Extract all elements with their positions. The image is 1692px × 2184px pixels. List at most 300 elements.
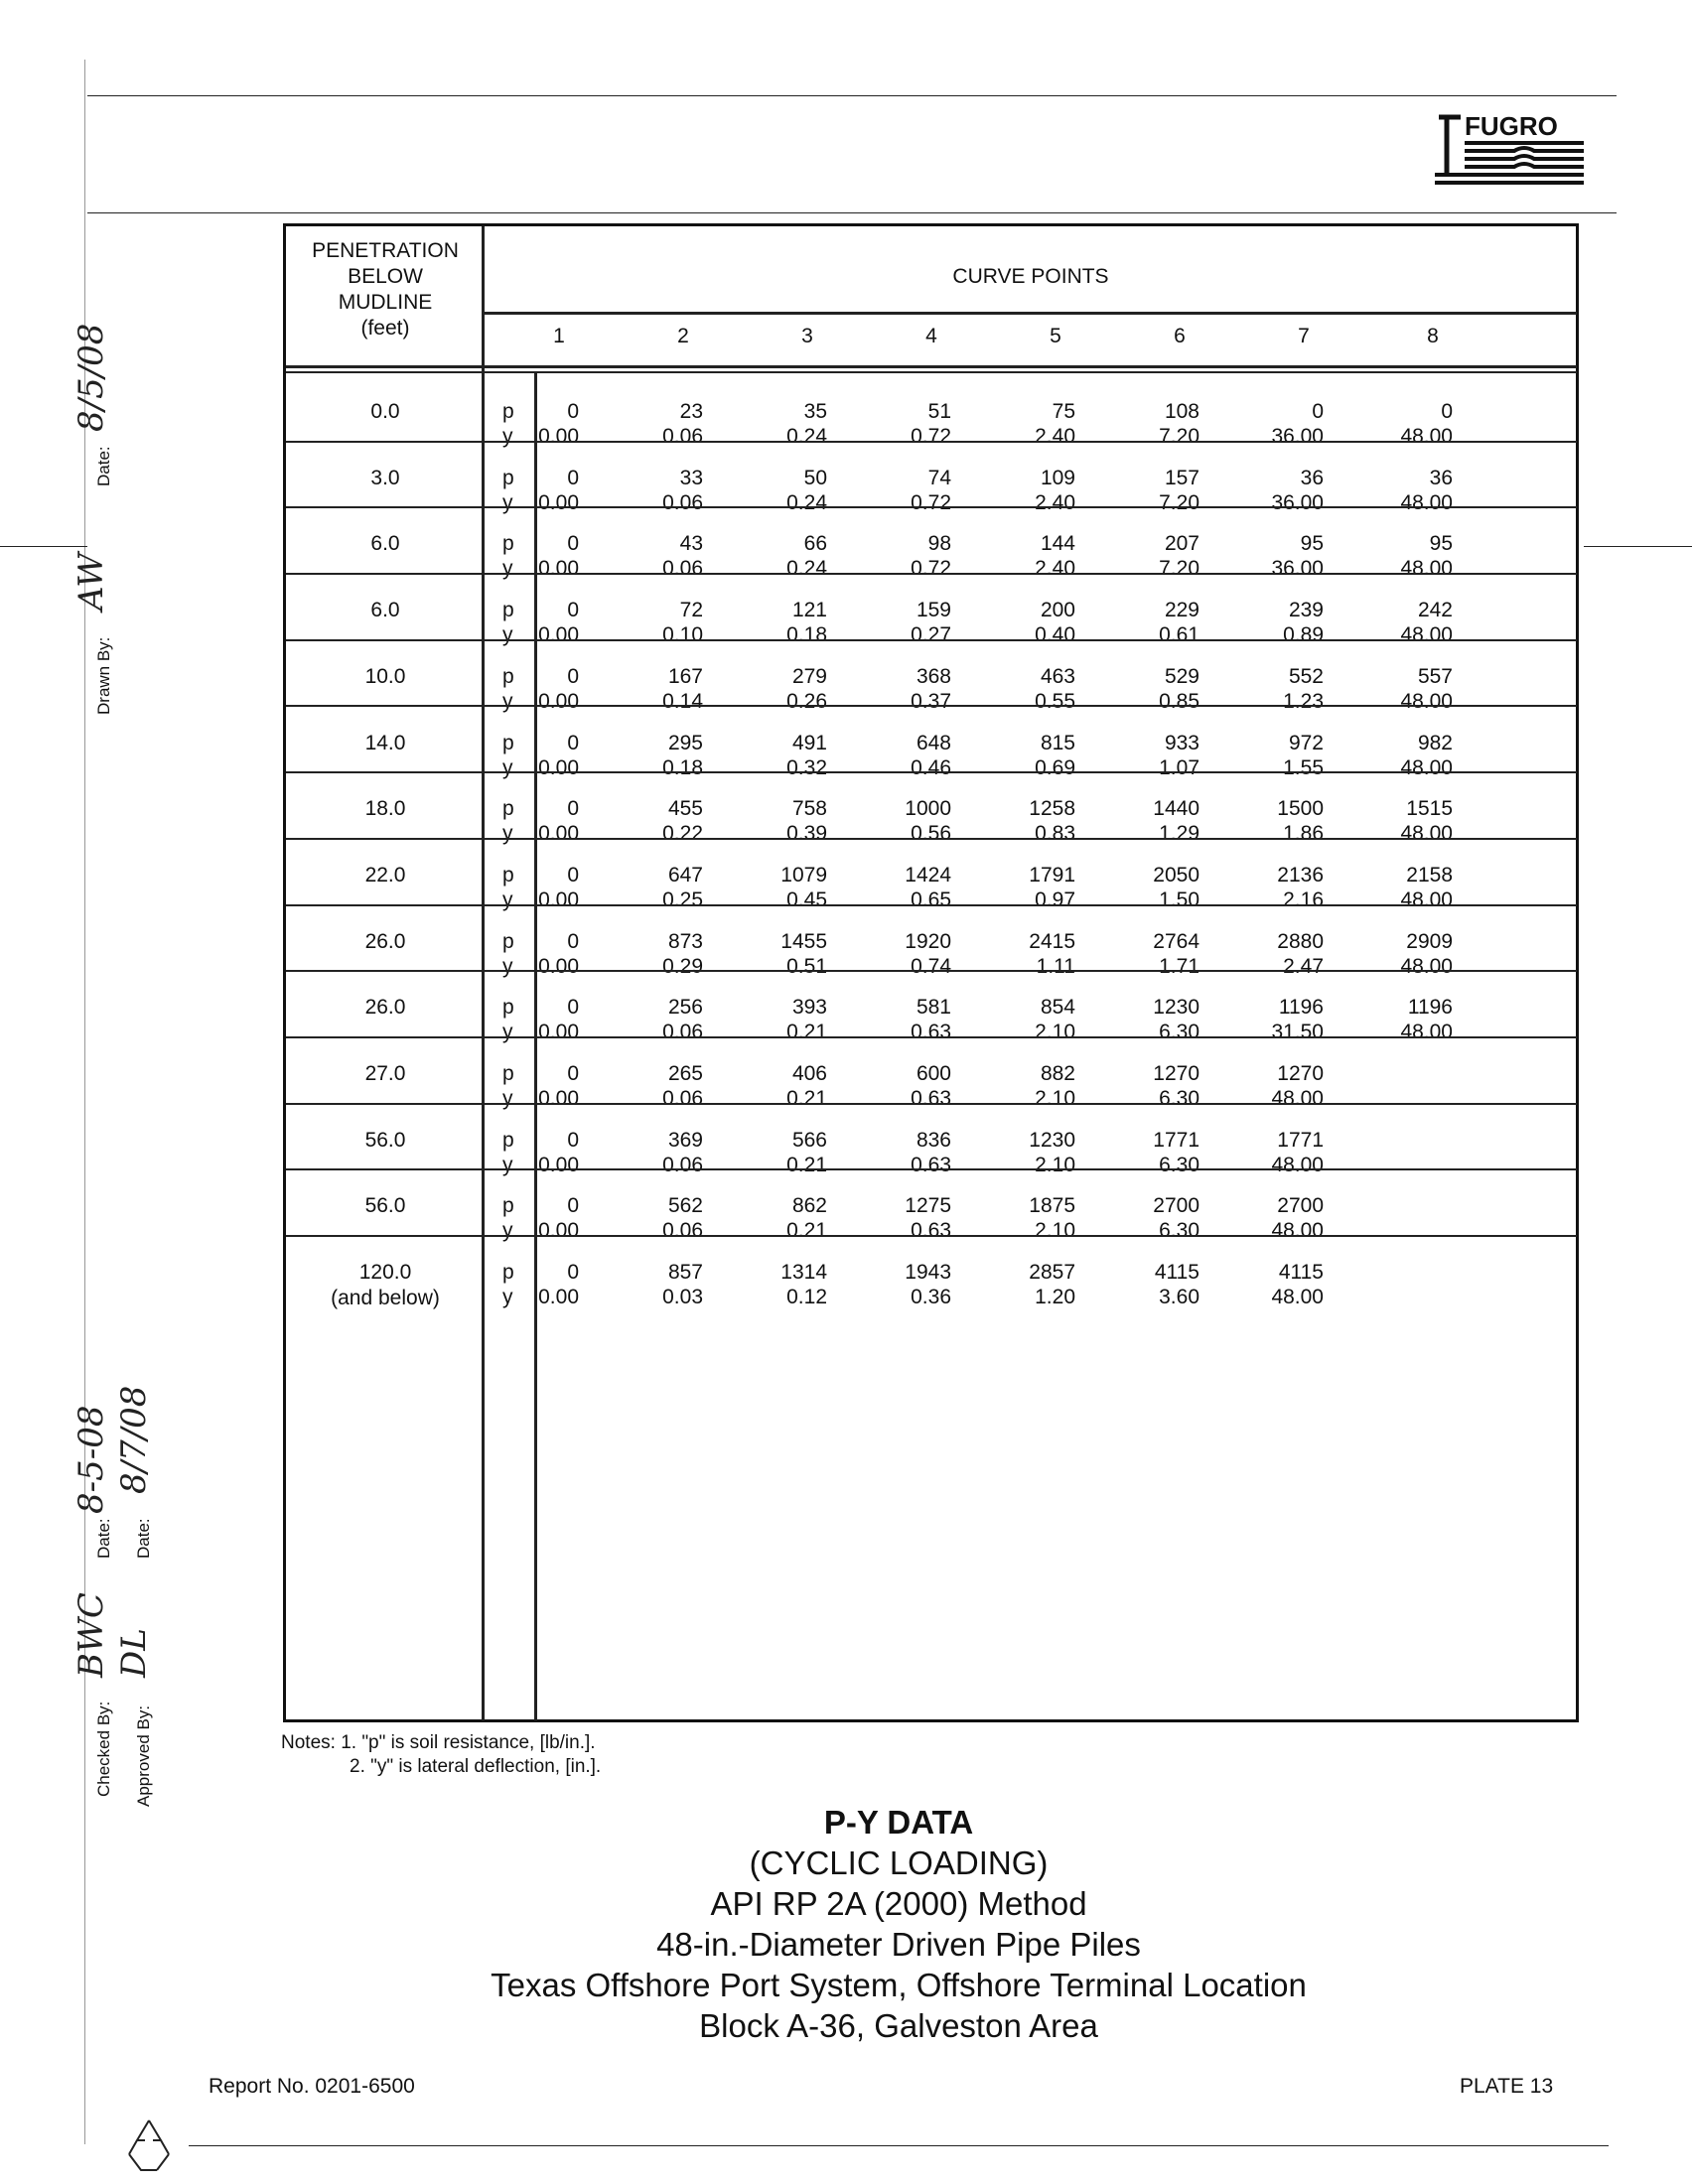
p-value-cell: 557 (1417, 664, 1453, 688)
p-value-cell: 552 (1288, 664, 1324, 688)
table-row (286, 1236, 1577, 1310)
p-value-cell: 2857 (1029, 1261, 1075, 1285)
p-value-cell: 95 (1429, 532, 1453, 556)
y-value-cell: 48.00 (1400, 887, 1453, 911)
p-value-cell: 857 (667, 1261, 703, 1285)
drawn-date-value: 8/5/08 (71, 323, 111, 432)
p-value-cell: 98 (927, 532, 951, 556)
y-label: y (502, 954, 513, 978)
p-value-cell: 1196 (1407, 996, 1453, 1020)
curve-point-column-header: 1 (553, 325, 565, 347)
p-value-cell: 242 (1417, 599, 1453, 622)
penetration-depth: 22.0 (364, 863, 406, 887)
p-value-cell: 66 (803, 532, 827, 556)
y-value-cell: 0.12 (786, 1286, 827, 1309)
y-label: y (502, 1021, 513, 1044)
plate-number: PLATE 13 (1460, 2075, 1554, 2098)
penetration-depth: 3.0 (370, 466, 400, 489)
checked-by-label: Checked By: (94, 1701, 113, 1797)
p-value-cell: 982 (1417, 731, 1453, 754)
penetration-depth: 26.0 (364, 996, 406, 1020)
y-value-cell: 0.56 (911, 822, 951, 846)
p-value-cell: 836 (916, 1128, 951, 1152)
y-value-cell: 48.00 (1400, 490, 1453, 514)
notes-line-2: 2. "y" is lateral deflection, [in.]. (350, 1756, 602, 1777)
table-row (286, 375, 1577, 448)
y-value-cell: 48.00 (1271, 1087, 1324, 1110)
y-value-cell: 48.00 (1271, 1286, 1324, 1309)
table-row (286, 1104, 1577, 1176)
p-value-cell: 0 (567, 466, 579, 489)
p-value-cell: 972 (1288, 731, 1324, 754)
penetration-depth: 27.0 (364, 1062, 406, 1085)
p-value-cell: 2136 (1277, 863, 1324, 887)
y-value-cell: 0.36 (911, 1286, 951, 1309)
p-value-cell: 1270 (1153, 1062, 1199, 1085)
p-value-cell: 144 (1040, 532, 1075, 556)
p-value-cell: 882 (1040, 1062, 1075, 1085)
p-value-cell: 1455 (780, 929, 827, 953)
y-value-cell: 0.21 (786, 1219, 827, 1243)
p-value-cell: 1275 (905, 1194, 951, 1218)
y-value-cell: 0.10 (662, 623, 703, 647)
p-value-cell: 0 (567, 863, 579, 887)
p-value-cell: 562 (667, 1194, 703, 1218)
p-value-cell: 1230 (1153, 996, 1199, 1020)
report-number: Report No. 0201-6500 (209, 2075, 415, 2098)
y-value-cell: 0.00 (538, 1021, 579, 1044)
table-row (286, 442, 1577, 514)
p-value-cell: 566 (791, 1128, 827, 1152)
p-value-cell: 0 (567, 1194, 579, 1218)
penetration-depth: 120.0 (and below) (331, 1261, 440, 1310)
p-value-cell: 393 (791, 996, 827, 1020)
p-value-cell: 1515 (1406, 797, 1453, 821)
y-value-cell: 0.61 (1159, 623, 1199, 647)
y-label: y (502, 490, 513, 514)
y-label: y (502, 1153, 513, 1176)
y-value-cell: 0.00 (538, 822, 579, 846)
y-value-cell: 1.11 (1036, 954, 1075, 978)
y-value-cell: 48.00 (1400, 689, 1453, 713)
y-value-cell: 0.06 (662, 490, 703, 514)
fugro-logo (1435, 103, 1589, 193)
p-label: p (502, 863, 514, 887)
y-value-cell: 0.32 (786, 755, 827, 779)
p-value-cell: 0 (567, 664, 579, 688)
p-value-cell: 581 (916, 996, 951, 1020)
y-value-cell: 0.37 (911, 689, 951, 713)
p-value-cell: 463 (1040, 664, 1075, 688)
y-value-cell: 0.27 (911, 623, 951, 647)
y-value-cell: 0.00 (538, 689, 579, 713)
y-value-cell: 2.10 (1035, 1219, 1075, 1243)
p-value-cell: 1771 (1153, 1128, 1199, 1152)
y-value-cell: 0.24 (786, 490, 827, 514)
y-value-cell: 0.72 (911, 490, 951, 514)
y-value-cell: 36.00 (1271, 490, 1324, 514)
p-value-cell: 0 (567, 400, 579, 423)
y-value-cell: 48.00 (1400, 557, 1453, 581)
top-rule (87, 95, 1617, 96)
p-value-cell: 50 (803, 466, 827, 489)
p-value-cell: 0 (567, 1128, 579, 1152)
y-value-cell: 48.00 (1400, 623, 1453, 647)
left-mid-tick (0, 546, 87, 547)
drawn-by-label: Drawn By: (94, 636, 113, 715)
y-value-cell: 0.72 (911, 557, 951, 581)
y-value-cell: 0.46 (911, 755, 951, 779)
table-row (286, 971, 1577, 1044)
p-value-cell: 109 (1040, 466, 1075, 489)
y-value-cell: 48.00 (1400, 954, 1453, 978)
y-value-cell: 1.50 (1159, 887, 1199, 911)
y-value-cell: 2.10 (1035, 1087, 1075, 1110)
p-value-cell: 647 (667, 863, 703, 887)
y-value-cell: 1.55 (1283, 755, 1324, 779)
table-row (286, 574, 1577, 647)
p-value-cell: 0 (567, 599, 579, 622)
y-label: y (502, 755, 513, 779)
p-value-cell: 95 (1300, 532, 1324, 556)
py-data-table (283, 223, 1579, 1722)
y-value-cell: 1.23 (1283, 689, 1324, 713)
p-label: p (502, 400, 514, 423)
p-value-cell: 1270 (1277, 1062, 1324, 1085)
p-value-cell: 648 (916, 731, 951, 754)
p-value-cell: 108 (1164, 400, 1199, 423)
p-value-cell: 854 (1040, 996, 1075, 1020)
y-value-cell: 0.00 (538, 490, 579, 514)
y-label: y (502, 1286, 513, 1309)
y-value-cell: 0.00 (538, 1286, 579, 1309)
p-label: p (502, 929, 514, 953)
title-line-1: P-Y DATA (823, 1804, 974, 1841)
curve-point-column-header: 3 (801, 325, 813, 347)
p-value-cell: 265 (667, 1062, 703, 1085)
p-value-cell: 1920 (905, 929, 951, 953)
p-value-cell: 2415 (1029, 929, 1075, 953)
y-label: y (502, 425, 513, 448)
y-value-cell: 48.00 (1400, 755, 1453, 779)
p-value-cell: 1875 (1029, 1194, 1075, 1218)
y-value-cell: 0.06 (662, 1153, 703, 1176)
p-label: p (502, 1128, 514, 1152)
y-value-cell: 48.00 (1400, 1021, 1453, 1044)
y-value-cell: 0.45 (786, 887, 827, 911)
recycle-icon (119, 2115, 179, 2174)
notes-line-1: Notes: 1. "p" is soil resistance, [lb/in.]. (281, 1732, 596, 1753)
checked-date-label: Date: (94, 1518, 113, 1559)
y-value-cell: 31.50 (1271, 1021, 1324, 1044)
y-value-cell: 2.40 (1035, 425, 1075, 448)
y-value-cell: 0.69 (1035, 755, 1075, 779)
table-row (286, 772, 1577, 846)
y-value-cell: 0.00 (538, 887, 579, 911)
y-value-cell: 0.03 (662, 1286, 703, 1309)
p-value-cell: 0 (567, 731, 579, 754)
p-value-cell: 1943 (905, 1261, 951, 1285)
table-row (286, 1037, 1577, 1110)
y-value-cell: 0.00 (538, 954, 579, 978)
p-value-cell: 157 (1164, 466, 1199, 489)
header-bottom-rule (286, 365, 1577, 368)
curve-point-column-header: 4 (925, 325, 937, 347)
y-value-cell: 0.83 (1035, 822, 1075, 846)
y-value-cell: 2.16 (1283, 887, 1324, 911)
y-value-cell: 0.22 (662, 822, 703, 846)
approved-date-value: 8/7/08 (114, 1385, 154, 1494)
p-value-cell: 406 (791, 1062, 827, 1085)
title-line-2: (CYCLIC LOADING) (749, 1844, 1049, 1881)
penetration-depth: 56.0 (364, 1194, 406, 1218)
drawn-by-signature: AW (71, 552, 111, 611)
y-value-cell: 0.24 (786, 557, 827, 581)
header-bottom-rule-2 (286, 371, 1577, 373)
p-value-cell: 36 (1429, 466, 1453, 489)
p-value-cell: 0 (1441, 400, 1453, 423)
y-value-cell: 0.21 (786, 1021, 827, 1044)
table-row (286, 640, 1577, 713)
p-value-cell: 1791 (1029, 863, 1075, 887)
p-value-cell: 1258 (1029, 797, 1075, 821)
y-value-cell: 48.00 (1400, 822, 1453, 846)
p-value-cell: 1500 (1277, 797, 1324, 821)
p-value-cell: 1314 (780, 1261, 827, 1285)
p-value-cell: 36 (1300, 466, 1324, 489)
p-value-cell: 600 (916, 1062, 951, 1085)
penetration-depth: 26.0 (364, 929, 406, 953)
p-value-cell: 200 (1040, 599, 1075, 622)
p-label: p (502, 731, 514, 754)
p-value-cell: 1196 (1278, 996, 1324, 1020)
y-value-cell: 0.89 (1283, 623, 1324, 647)
y-value-cell: 36.00 (1271, 425, 1324, 448)
table-row (286, 1169, 1577, 1243)
curve-point-column-header: 7 (1298, 325, 1310, 347)
y-value-cell: 2.40 (1035, 490, 1075, 514)
y-value-cell: 0.39 (786, 822, 827, 846)
penetration-depth: 0.0 (370, 400, 400, 423)
p-value-cell: 873 (667, 929, 703, 953)
logo-text: FUGRO (1465, 111, 1558, 141)
y-value-cell: 3.60 (1159, 1286, 1199, 1309)
p-value-cell: 2700 (1277, 1194, 1324, 1218)
y-label: y (502, 623, 513, 647)
p-label: p (502, 466, 514, 489)
y-value-cell: 36.00 (1271, 557, 1324, 581)
penetration-header: PENETRATION BELOW MUDLINE (feet) (312, 239, 459, 340)
y-value-cell: 0.18 (786, 623, 827, 647)
y-value-cell: 0.63 (911, 1087, 951, 1110)
right-mid-tick (1584, 546, 1692, 547)
table-row (286, 839, 1577, 911)
y-value-cell: 0.63 (911, 1219, 951, 1243)
table-row (286, 507, 1577, 581)
y-value-cell: 48.00 (1271, 1153, 1324, 1176)
y-value-cell: 0.18 (662, 755, 703, 779)
p-value-cell: 1440 (1153, 797, 1199, 821)
p-value-cell: 0 (567, 996, 579, 1020)
penetration-depth: 56.0 (364, 1128, 406, 1152)
p-value-cell: 758 (791, 797, 827, 821)
y-label: y (502, 887, 513, 911)
p-value-cell: 815 (1040, 731, 1075, 754)
curve-points-rule (485, 312, 1577, 315)
y-value-cell: 0.21 (786, 1153, 827, 1176)
p-value-cell: 4115 (1278, 1261, 1324, 1285)
y-value-cell: 2.10 (1035, 1021, 1075, 1044)
p-value-cell: 121 (791, 599, 827, 622)
p-label: p (502, 1194, 514, 1218)
y-value-cell: 7.20 (1159, 425, 1199, 448)
y-value-cell: 0.25 (662, 887, 703, 911)
penetration-depth: 10.0 (364, 664, 406, 688)
p-value-cell: 455 (667, 797, 703, 821)
p-value-cell: 167 (667, 664, 703, 688)
p-value-cell: 2050 (1153, 863, 1199, 887)
y-value-cell: 0.21 (786, 1087, 827, 1110)
y-value-cell: 0.74 (911, 954, 951, 978)
bottom-rule (189, 2145, 1609, 2146)
p-value-cell: 51 (927, 400, 951, 423)
y-value-cell: 0.26 (786, 689, 827, 713)
y-value-cell: 0.55 (1035, 689, 1075, 713)
y-label: y (502, 822, 513, 846)
plate-title (397, 1802, 1400, 2046)
y-value-cell: 2.47 (1283, 954, 1324, 978)
title-line-4: 48-in.-Diameter Driven Pipe Piles (656, 1926, 1141, 1963)
p-value-cell: 1000 (905, 797, 951, 821)
y-value-cell: 0.00 (538, 557, 579, 581)
table-row (286, 707, 1577, 779)
y-value-cell: 6.30 (1159, 1087, 1199, 1110)
p-value-cell: 2700 (1153, 1194, 1199, 1218)
p-value-cell: 0 (1312, 400, 1324, 423)
penetration-depth: 6.0 (370, 532, 400, 556)
p-value-cell: 2880 (1277, 929, 1324, 953)
y-value-cell: 0.06 (662, 1021, 703, 1044)
approved-by-label: Approved By: (134, 1705, 153, 1807)
curve-points-header: CURVE POINTS (952, 265, 1109, 288)
p-value-cell: 862 (791, 1194, 827, 1218)
p-value-cell: 1230 (1029, 1128, 1075, 1152)
y-value-cell: 1.20 (1035, 1286, 1075, 1309)
table-row (286, 905, 1577, 978)
y-value-cell: 0.14 (662, 689, 703, 713)
p-value-cell: 229 (1164, 599, 1199, 622)
p-value-cell: 43 (679, 532, 703, 556)
y-value-cell: 0.06 (662, 1219, 703, 1243)
p-value-cell: 295 (667, 731, 703, 754)
curve-point-column-header: 6 (1174, 325, 1186, 347)
p-value-cell: 207 (1164, 532, 1199, 556)
title-line-3: API RP 2A (2000) Method (710, 1885, 1087, 1922)
p-value-cell: 0 (567, 1261, 579, 1285)
header-rule (87, 212, 1617, 213)
p-value-cell: 0 (567, 532, 579, 556)
y-value-cell: 0.72 (911, 425, 951, 448)
approved-by-signature: DL (114, 1628, 154, 1678)
y-value-cell: 0.00 (538, 1153, 579, 1176)
p-value-cell: 0 (567, 797, 579, 821)
y-value-cell: 0.29 (662, 954, 703, 978)
y-value-cell: 6.30 (1159, 1153, 1199, 1176)
y-value-cell: 0.00 (538, 623, 579, 647)
y-value-cell: 0.85 (1159, 689, 1199, 713)
p-label: p (502, 996, 514, 1020)
y-value-cell: 0.24 (786, 425, 827, 448)
y-value-cell: 0.00 (538, 425, 579, 448)
curve-point-column-header: 8 (1427, 325, 1439, 347)
p-label: p (502, 664, 514, 688)
p-value-cell: 35 (803, 400, 827, 423)
p-label: p (502, 1261, 514, 1285)
p-value-cell: 4115 (1154, 1261, 1199, 1285)
checked-by-signature: BWC (71, 1592, 111, 1678)
y-label: y (502, 557, 513, 581)
y-value-cell: 0.40 (1035, 623, 1075, 647)
y-value-cell: 2.10 (1035, 1153, 1075, 1176)
y-value-cell: 0.06 (662, 557, 703, 581)
y-value-cell: 1.86 (1283, 822, 1324, 846)
y-value-cell: 1.07 (1159, 755, 1199, 779)
y-value-cell: 0.65 (911, 887, 951, 911)
title-line-5: Texas Offshore Port System, Offshore Terminal Location (491, 1967, 1307, 2003)
p-label: p (502, 1062, 514, 1085)
penetration-depth: 18.0 (364, 797, 406, 821)
y-value-cell: 7.20 (1159, 557, 1199, 581)
p-value-cell: 933 (1164, 731, 1199, 754)
penetration-depth: 14.0 (364, 731, 406, 754)
y-label: y (502, 1087, 513, 1110)
penetration-depth: 6.0 (370, 599, 400, 622)
y-value-cell: 6.30 (1159, 1219, 1199, 1243)
p-value-cell: 369 (667, 1128, 703, 1152)
y-value-cell: 2.40 (1035, 557, 1075, 581)
p-value-cell: 2158 (1406, 863, 1453, 887)
p-value-cell: 72 (679, 599, 703, 622)
p-label: p (502, 599, 514, 622)
approved-date-label: Date: (134, 1518, 153, 1559)
drawn-date-label: Date: (94, 446, 113, 486)
p-value-cell: 2909 (1406, 929, 1453, 953)
p-value-cell: 23 (679, 400, 703, 423)
curve-point-column-header: 5 (1050, 325, 1061, 347)
curve-point-column-header: 2 (677, 325, 689, 347)
y-value-cell: 1.71 (1159, 954, 1199, 978)
p-value-cell: 74 (927, 466, 951, 489)
p-value-cell: 75 (1052, 400, 1075, 423)
y-value-cell: 0.97 (1035, 887, 1075, 911)
p-value-cell: 368 (916, 664, 951, 688)
p-value-cell: 529 (1164, 664, 1199, 688)
checked-date-value: 8-5-08 (71, 1405, 111, 1514)
y-value-cell: 0.00 (538, 1087, 579, 1110)
p-label: p (502, 797, 514, 821)
y-value-cell: 6.30 (1159, 1021, 1199, 1044)
p-value-cell: 0 (567, 1062, 579, 1085)
y-value-cell: 48.00 (1271, 1219, 1324, 1243)
y-value-cell: 0.00 (538, 1219, 579, 1243)
p-value-cell: 256 (667, 996, 703, 1020)
p-value-cell: 159 (916, 599, 951, 622)
p-value-cell: 1424 (905, 863, 951, 887)
p-value-cell: 2764 (1153, 929, 1199, 953)
p-value-cell: 0 (567, 929, 579, 953)
y-value-cell: 0.00 (538, 755, 579, 779)
y-value-cell: 7.20 (1159, 490, 1199, 514)
